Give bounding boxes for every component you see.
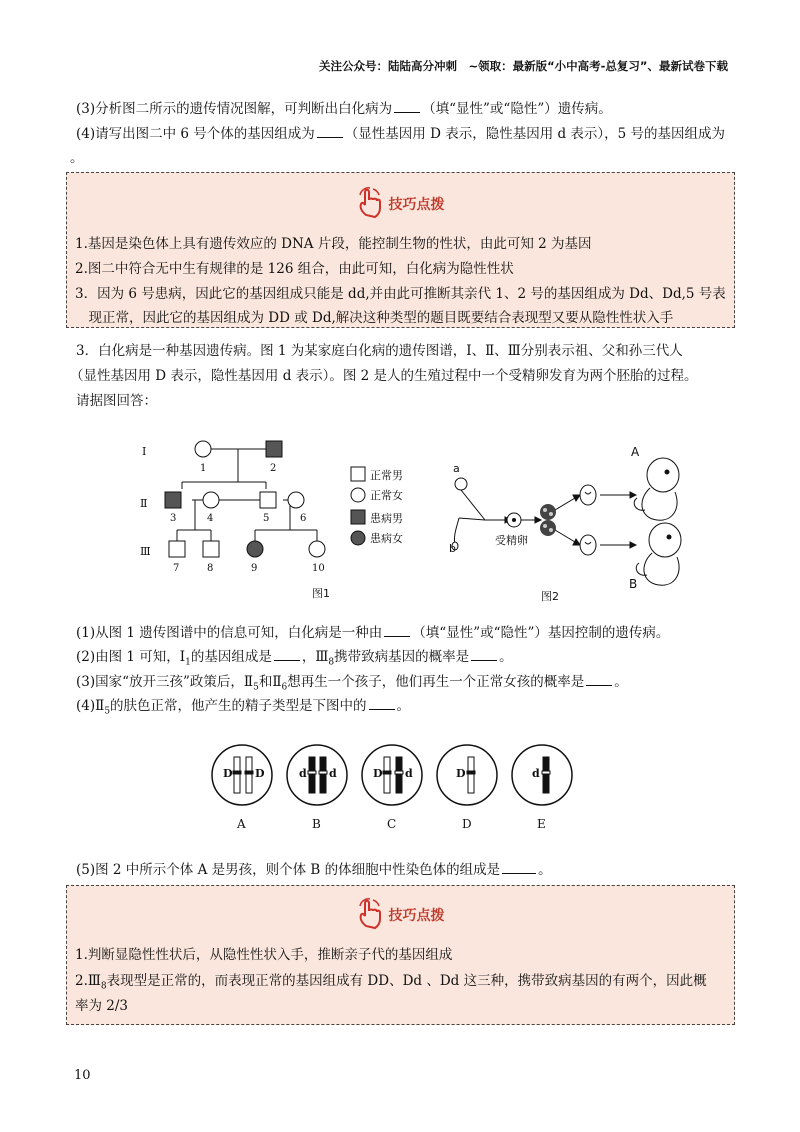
problem-3-line-2: （显性基因用 D 表示，隐性基因用 d 表示）。图 2 是人的生殖过程中一个受精卵发育为两个胚胎的过程。	[70, 368, 698, 384]
individual-number: 4	[207, 513, 214, 524]
gene-label: d	[532, 767, 540, 780]
male-normal-symbol	[203, 541, 219, 557]
answer-blank[interactable]	[502, 861, 536, 874]
figure-caption: 图2	[541, 590, 559, 603]
question-line	[76, 673, 628, 697]
tip-line: 率为 2/3	[75, 998, 129, 1014]
question-line	[76, 697, 410, 721]
gene-label: d	[299, 767, 307, 780]
egg-cell-icon	[455, 478, 467, 490]
female-normal-symbol	[195, 441, 211, 457]
option-label: D	[462, 817, 472, 831]
chromosome	[384, 757, 390, 793]
tip-line: 2.图二中符合无中生有规律的是 126 组合，由此可知，白化病为隐性性状	[75, 261, 514, 277]
pointing-hand-icon	[357, 898, 383, 934]
fetus-a-label: A	[631, 445, 640, 459]
option-label: A	[237, 817, 246, 831]
embryo-small-icon	[580, 485, 596, 505]
female-normal-symbol	[203, 492, 219, 508]
tip-title: 技巧点拨	[388, 197, 445, 213]
male-normal-symbol	[169, 541, 185, 557]
individual-number: 6	[300, 513, 307, 524]
q-text: 携带致病基因的概率是	[334, 649, 470, 665]
tip-line: 3．因为 6 号患病，因此它的基因组成只能是 dd,并由此可推断其亲代 1、2 号的基因组成为 Dd、Dd,5 号表	[75, 286, 726, 302]
q-text: ，Ⅲ	[301, 649, 329, 665]
chromosome	[468, 757, 474, 793]
question-line	[76, 648, 513, 672]
q-text: 和Ⅱ	[258, 674, 282, 690]
tip-header	[67, 898, 734, 934]
question-4-line	[76, 125, 725, 143]
answer-blank[interactable]	[384, 624, 410, 637]
chromosome	[234, 757, 240, 793]
answer-blank[interactable]	[586, 673, 612, 686]
q4-end: 。	[70, 150, 84, 166]
chromosome	[320, 757, 326, 793]
subscript: 1	[185, 657, 191, 668]
chromosome	[543, 757, 549, 793]
tip-text: 2.Ⅲ	[75, 973, 101, 989]
question-line	[76, 861, 552, 879]
legend-male-normal	[351, 467, 365, 481]
tip-line: 1.判断显隐性性状后，从隐性性状入手，推断亲子代的基因组成	[75, 947, 453, 963]
subscript: 8	[328, 657, 335, 668]
individual-number: 7	[173, 563, 180, 574]
tip-line: 1.基因是染色体上具有遗传效应的 DNA 片段，能控制生物的性状，由此可知 2 为基因	[75, 236, 592, 252]
legend-label: 患病女	[370, 532, 403, 545]
cell-b[interactable]	[287, 745, 347, 805]
tip-box-2	[66, 885, 735, 1025]
option-label: C	[387, 817, 397, 831]
q-text: 想再生一个孩子，他们再生一个正常女孩的概率是	[287, 674, 585, 690]
individual-number: 2	[270, 463, 277, 474]
label-b: b	[449, 542, 456, 555]
question-line	[76, 624, 669, 642]
q-text: (2)由图 1 可知，Ⅰ	[76, 649, 186, 665]
legend-male-affected	[351, 510, 365, 524]
tip-text: 表现型是正常的，而表现正常的基因组成有 DD、Dd 、Dd 这三种，携带致病基因的有两个，因此概	[106, 973, 707, 989]
gene-label: D	[456, 767, 466, 780]
question-3-line	[76, 100, 612, 118]
subscript: 6	[281, 682, 288, 693]
legend-label: 患病男	[370, 512, 403, 525]
cell-d[interactable]	[437, 745, 497, 805]
q-text: (4)Ⅱ	[76, 698, 105, 714]
tip-box-1	[66, 172, 735, 328]
chromosome	[396, 757, 402, 793]
q-text: (5)图 2 中所示个体 A 是男孩，则个体 B 的体细胞中性染色体的组成是	[76, 862, 501, 878]
cell-e[interactable]	[512, 745, 572, 805]
generation-label: Ⅱ	[140, 497, 148, 510]
gene-label: D	[223, 767, 233, 780]
individual-number: 10	[312, 563, 325, 574]
q-text: 的基因组成是	[190, 649, 272, 665]
individual-number: 3	[170, 513, 177, 524]
embryo-figure	[445, 440, 695, 610]
figure-caption: 图1	[312, 587, 330, 600]
generation-label: Ⅲ	[140, 545, 151, 558]
tip-header	[67, 187, 734, 223]
female-normal-symbol	[309, 541, 325, 557]
individual-number: 8	[207, 563, 214, 574]
q-text: （填“显性”或“隐性”）基因控制的遗传病。	[412, 625, 670, 641]
answer-blank[interactable]	[471, 648, 497, 661]
cell-c[interactable]	[362, 745, 422, 805]
tip-title: 技巧点拨	[388, 908, 445, 924]
tip-line: 现正常，因此它的基因组成为 DD 或 Dd,解决这种类型的题目既要结合表现型又要从隐性性状入手	[75, 310, 674, 326]
subscript: 5	[253, 682, 259, 693]
sperm-icon	[454, 518, 459, 544]
answer-blank[interactable]	[274, 648, 300, 661]
individual-number: 1	[200, 463, 207, 474]
subscript: 8	[100, 981, 107, 992]
male-affected-symbol	[165, 492, 181, 508]
option-label: B	[312, 817, 321, 831]
legend-female-normal	[351, 488, 365, 502]
chromosome	[246, 757, 252, 793]
legend-female-affected	[351, 531, 365, 545]
legend-label: 正常女	[370, 489, 403, 502]
chromosome	[309, 757, 315, 793]
q4-tail: （显性基因用 D 表示，隐性基因用 d 表示），5 号的基因组成为	[344, 126, 726, 142]
problem-3-line-3: 请据图回答：	[76, 393, 157, 409]
embryo-small-icon	[580, 535, 596, 555]
answer-blank[interactable]	[394, 100, 420, 113]
answer-blank[interactable]	[369, 697, 395, 710]
female-affected-symbol	[247, 541, 263, 557]
fetus-b-icon	[600, 523, 681, 585]
q-text: 的肤色正常，他产生的精子类型是下图中的	[110, 698, 367, 714]
female-normal-symbol	[288, 492, 304, 508]
q-text: 。	[614, 674, 628, 690]
legend-label: 正常男	[370, 469, 403, 482]
q4-text: (4)请写出图二中 6 号个体的基因组成为	[76, 126, 315, 142]
gene-label: D	[373, 767, 383, 780]
q3-text: (3)分析图二所示的遗传情况图解，可判断出白化病为	[76, 101, 393, 117]
q-text: 。	[396, 698, 411, 714]
fetus-a-icon	[600, 458, 679, 520]
pedigree-figure	[130, 425, 420, 610]
answer-blank[interactable]	[317, 125, 343, 138]
sperm-cell-options	[210, 740, 600, 840]
option-label: E	[537, 817, 546, 831]
label-a: a	[453, 462, 460, 475]
q-text: 。	[499, 649, 513, 665]
page-number: 10	[74, 1068, 91, 1083]
q-text: 。	[538, 862, 552, 878]
q3-tail: （填“显性”或“隐性”）遗传病。	[422, 101, 612, 117]
q-text: (1)从图 1 遗传图谱中的信息可知，白化病是一种由	[76, 625, 383, 641]
individual-number: 5	[263, 513, 270, 524]
zygote-label: 受精卵	[495, 534, 528, 547]
pointing-hand-icon	[357, 187, 383, 223]
problem-3-line-1: 3．白化病是一种基因遗传病。图 1 为某家庭白化病的遗传图谱，Ⅰ、Ⅱ、Ⅲ分别表示祖、父和孙三代人	[76, 343, 683, 359]
generation-label: Ⅰ	[142, 445, 147, 458]
cell-cluster-icon	[540, 504, 556, 536]
male-affected-symbol	[266, 441, 282, 457]
tip-line	[75, 972, 707, 996]
male-normal-symbol	[260, 492, 276, 508]
page-header: 关注公众号：陆陆高分冲刺 ~领取：最新版“小中高考-总复习”、最新试卷下载	[318, 59, 728, 73]
fetus-b-label: B	[629, 577, 638, 591]
gene-label: d	[329, 767, 337, 780]
gene-label: d	[405, 767, 413, 780]
subscript: 5	[104, 706, 111, 717]
gene-label: D	[255, 767, 265, 780]
individual-number: 9	[251, 563, 258, 574]
q-text: (3)国家“放开三孩”政策后，Ⅱ	[76, 674, 254, 690]
